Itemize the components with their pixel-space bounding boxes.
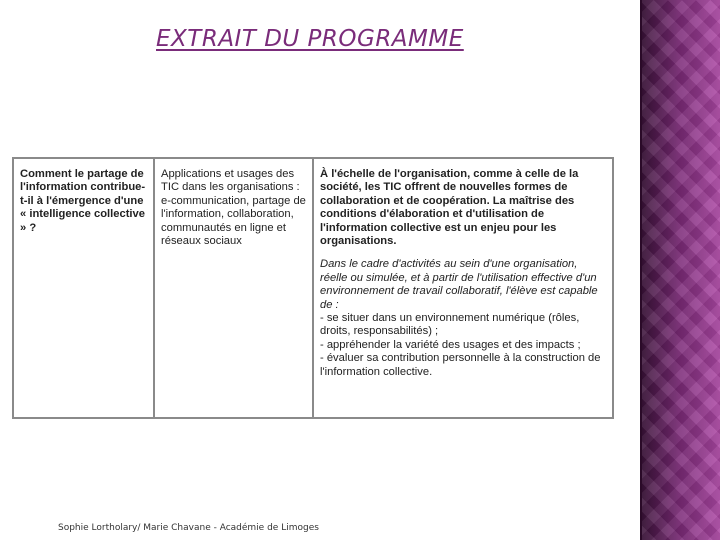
program-excerpt-table (12, 157, 614, 419)
context-statement: À l'échelle de l'organisation, comme à celle de la société, les TIC offrent de nouvelles formes de collaboration et de coopération. La maîtrise des conditions d'élaboration et d'utilisation de l'information collective est un enjeu pour les organisations. (320, 168, 579, 248)
list-item: - se situer dans un environnement numérique (rôles, droits, responsabilités) ; (320, 312, 580, 338)
skills-list (320, 312, 607, 379)
decorative-side-band (640, 0, 720, 540)
context-intro: Dans le cadre d'activités au sein d'une organisation, réelle ou simulée, et à partir de l'utilisation effective d'un environnement de travail collaboratif, l'élève est capable de : (320, 258, 598, 311)
context-cell (313, 158, 613, 418)
footer-credits: Sophie Lortholary/ Marie Chavane - Académie de Limoges (58, 523, 319, 533)
slide-title: EXTRAIT DU PROGRAMME (156, 26, 464, 52)
table-row (13, 158, 613, 418)
list-item: - évaluer sa contribution personnelle à la construction de l'information collective. (320, 352, 601, 378)
question-cell: Comment le partage de l'information contribue-t-il à l'émergence d'une « intelligence collective » ? (13, 158, 154, 418)
applications-cell: Applications et usages des TIC dans les organisations : e-communication, partage de l'information, collaboration, communautés en ligne et réseaux sociaux (154, 158, 313, 418)
list-item: - appréhender la variété des usages et des impacts ; (320, 338, 581, 351)
